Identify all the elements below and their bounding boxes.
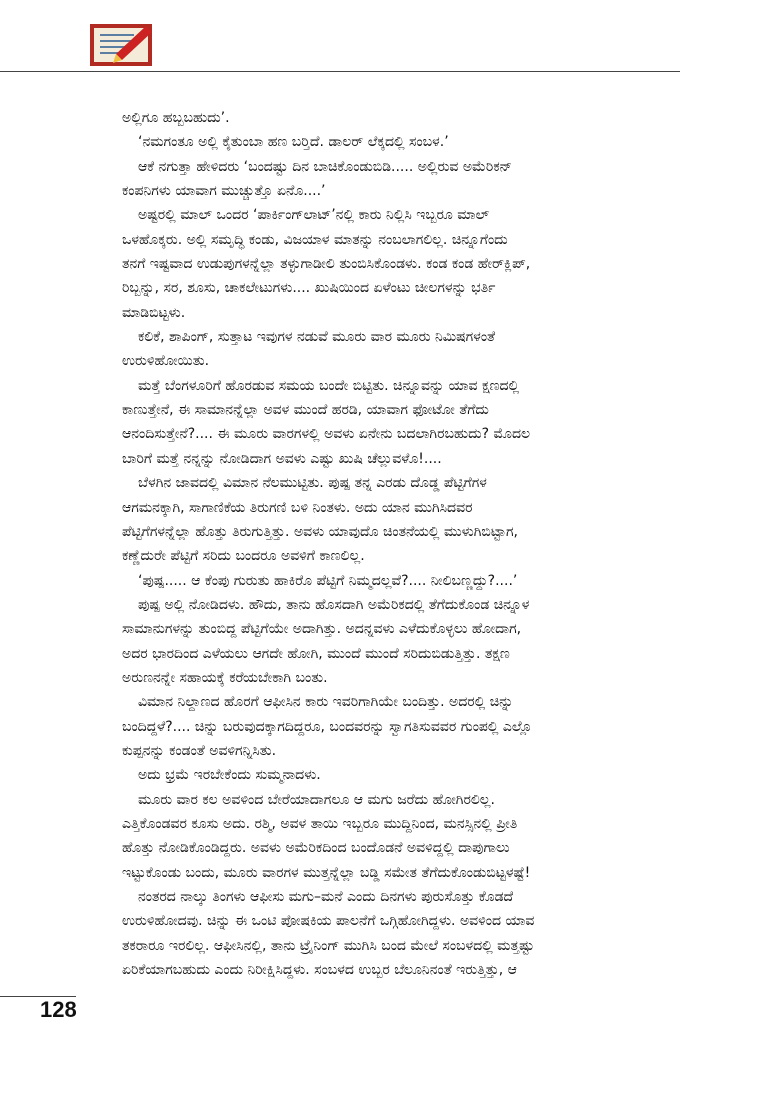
text-line: ಕಾಣುತ್ತೇನೆ, ಈ ಸಾಮಾನನ್ನೆಲ್ಲಾ ಅವಳ ಮುಂದೆ ಹರಡಿ, ಯಾವಾಗ ಫೋಟೋ ತೆಗೆದು: [122, 402, 489, 419]
text-line: ಬಾರಿಗೆ ಮತ್ತೆ ನನ್ನನ್ನು ನೋಡಿದಾಗ ಅವಳು ಎಷ್ಟು ಖುಷಿ ಚೆಲ್ಲುವಳೊ!....: [122, 450, 442, 467]
text-line: ಇಟ್ಟುಕೊಂಡು ಬಂದು, ಮೂರು ವಾರಗಳ ಮುತ್ತನ್ನೆಲ್ಲಾ ಬಡ್ಡಿ ಸಮೇತ ತೆಗೆದುಕೊಂಡುಬಿಟ್ಟಳಷ್ಟೆ!: [122, 864, 531, 881]
text-line: ತಕರಾರೂ ಇರಲಿಲ್ಲ. ಆಫೀಸಿನಲ್ಲಿ, ತಾನು ಟ್ರೈನಿಂಗ್ ಮುಗಿಸಿ ಬಂದ ಮೇಲೆ ಸಂಬಳದಲ್ಲಿ ಮತ್ತಷ್ಟು: [122, 937, 535, 954]
text-line: ಅದರ ಭಾರದಿಂದ ಎಳೆಯಲು ಆಗದೇ ಹೋಗಿ, ಮುಂದೆ ಮುಂದೆ ಸರಿದುಬಿಡುತ್ತಿತ್ತು. ತಕ್ಷಣ: [122, 645, 510, 662]
text-line: ‘ನಮಗಂತೂ ಅಲ್ಲಿ ಕೈತುಂಬಾ ಹಣ ಬರ್‍ತಿದೆ. ಡಾಲರ್ ಲೆಕ್ಕದಲ್ಲಿ ಸಂಬಳ.’: [138, 134, 449, 151]
text-line: ಕಲಿಕೆ, ಶಾಪಿಂಗ್, ಸುತ್ತಾಟ ಇವುಗಳ ನಡುವೆ ಮೂರು ವಾರ ಮೂರು ನಿಮಿಷಗಳಂತೆ: [138, 329, 496, 346]
page-number: 128: [40, 997, 77, 1022]
text-line: ಕುಪ್ಪನನ್ನು ಕಂಡಂತೆ ಅವಳಿಗನ್ನಿಸಿತು.: [122, 742, 277, 759]
text-line: ಅದು ಭ್ರಮೆ ಇರಬೇಕೆಂದು ಸುಮ್ಮನಾದಳು.: [138, 767, 321, 784]
text-line: ಉರುಳಿಹೋಯಿತು.: [122, 353, 210, 370]
text-line: ಮಾಡಿಬಿಟ್ಟಳು.: [122, 304, 186, 321]
text-line: ಒಳಹೊಕ್ಕರು. ಅಲ್ಲಿ ಸಮೃದ್ಧಿ ಕಂಡು, ವಿಜಯಾಳ ಮಾತನ್ನು ನಂಬಲಾಗಲಿಲ್ಲ. ಚಿನ್ನೂಗೆಂದು: [122, 231, 508, 248]
text-line: ಅಷ್ಟರಲ್ಲಿ ಮಾಲ್ ಒಂದರ ‘ಪಾರ್ಕಿಂಗ್‌ಲಾಟ್’ನಲ್ಲಿ ಕಾರು ನಿಲ್ಲಿಸಿ ಇಬ್ಬರೂ ಮಾಲ್: [138, 207, 490, 224]
text-line: ಅರುಣನನ್ನೇ ಸಹಾಯಕ್ಕೆ ಕರೆಯಬೇಕಾಗಿ ಬಂತು.: [122, 669, 328, 686]
text-line: ಬಂದಿದ್ದಳೆ?.... ಚಿನ್ನು ಬರುವುದಕ್ಕಾಗದಿದ್ದರೂ, ಬಂದವರನ್ನು ಸ್ವಾಗತಿಸುವವರ ಗುಂಪಲ್ಲಿ ಎಲ್ಲೊ: [122, 718, 533, 735]
header-logo-icon: [88, 20, 156, 70]
text-line: ಪೆಟ್ಟಿಗೆಗಳನ್ನೆಲ್ಲಾ ಹೊತ್ತು ತಿರುಗುತ್ತಿತ್ತು. ಅವಳು ಯಾವುದೊ ಚಿಂತನೆಯಲ್ಲಿ ಮುಳುಗಿಬಿಟ್ಟಾಗ,: [122, 523, 518, 540]
text-line: ಬೆಳಗಿನ ಜಾವದಲ್ಲಿ ವಿಮಾನ ನೆಲಮುಟ್ಟಿತು. ಪುಷ್ಪ ತನ್ನ ಎರಡು ದೊಡ್ಡ ಪೆಟ್ಟಿಗೆಗಳ: [138, 475, 487, 492]
text-line: ಆನಂದಿಸುತ್ತೇನೆ?.... ಈ ಮೂರು ವಾರಗಳಲ್ಲಿ ಅವಳು ಏನೇನು ಬದಲಾಗಿರಬಹುದು? ಮೊದಲ: [122, 426, 531, 443]
header-rule: [0, 71, 680, 72]
text-line: ಏರಿಕೆಯಾಗಬಹುದು ಎಂದು ನಿರೀಕ್ಷಿಸಿದ್ದಳು. ಸಂಬಳದ ಉಬ್ಬರ ಬೆಲೂನಿನಂತೆ ಇರುತ್ತಿತ್ತು, ಆ: [122, 962, 517, 979]
text-line: ಆಕೆ ನಗುತ್ತಾ ಹೇಳಿದರು ‘ಬಂದಷ್ಟು ದಿನ ಬಾಚಿಕೊಂಡುಬಿಡಿ..... ಅಲ್ಲಿರುವ ಅಮೆರಿಕನ್: [138, 158, 512, 175]
text-line: ಆಗಮನಕ್ಕಾಗಿ, ಸಾಗಾಣಿಕೆಯ ತಿರುಗಣಿ ಬಳಿ ನಿಂತಳು. ಅದು ಯಾನ ಮುಗಿಸಿದವರ: [122, 499, 473, 516]
text-line: ವಿಮಾನ ನಿಲ್ದಾಣದ ಹೊರಗೆ ಆಫೀಸಿನ ಕಾರು ಇವರಿಗಾಗಿಯೇ ಬಂದಿತ್ತು. ಅದರಲ್ಲಿ ಚಿನ್ನು: [138, 694, 514, 711]
text-line: ಮತ್ತೆ ಬೆಂಗಳೂರಿಗೆ ಹೊರಡುವ ಸಮಯ ಬಂದೇ ಬಿಟ್ಟಿತು. ಚಿನ್ನೂವನ್ನು ಯಾವ ಕ್ಷಣದಲ್ಲಿ: [138, 377, 520, 394]
text-line: ತನಗೆ ಇಷ್ಟವಾದ ಉಡುಪುಗಳನ್ನೆಲ್ಲಾ ತಳ್ಳುಗಾಡೀಲಿ ತುಂಬಿಸಿಕೊಂಡಳು. ಕಂಡ ಕಂಡ ಹೇರ್‌ಕ್ಲಿಪ್,: [122, 256, 531, 273]
text-line: ನಂತರದ ನಾಲ್ಕು ತಿಂಗಳು ಆಫೀಸು ಮಗು–ಮನೆ ಎಂದು ದಿನಗಳು ಪುರುಸೊತ್ತು ಕೊಡದೆ: [138, 889, 514, 905]
text-line: ಹೊತ್ತು ನೋಡಿಕೊಂಡಿದ್ದರು. ಅವಳು ಅಮೆರಿಕದಿಂದ ಬಂದೊಡನೆ ಅವಳಿದ್ದಲ್ಲಿ ದಾಪುಗಾಲು: [122, 840, 510, 857]
body-text: [122, 106, 690, 982]
text-line: ಮೂರು ವಾರ ಕಲ ಅವಳಿಂದ ಬೇರೆಯಾದಾಗಲೂ ಆ ಮಗು ಜರೆದು ಹೋಗಿರಲಿಲ್ಲ.: [138, 791, 495, 808]
text-line: ಅಲ್ಲಿಗೂ ಹಬ್ಬಬಹುದು’.: [122, 110, 230, 126]
text-line: ರಿಬ್ಬನ್ನು, ಸರ, ಶೂಸು, ಚಾಕಲೇಟುಗಳು.... ಖುಷಿಯಿಂದ ಏಳೆಂಟು ಚೀಲಗಳನ್ನು ಭರ್ತಿ: [122, 280, 496, 297]
text-line: ಪುಷ್ಪ ಅಲ್ಲಿ ನೋಡಿದಳು. ಹೌದು, ತಾನು ಹೊಸದಾಗಿ ಅಮೆರಿಕದಲ್ಲಿ ತೆಗೆದುಕೊಂಡ ಚಿನ್ನೂಳ: [138, 596, 530, 613]
text-line: ಉರುಳಿಹೋದವು. ಚಿನ್ನು ಈ ಒಂಟಿ ಪೋಷಕಿಯ ಪಾಲನೆಗೆ ಒಗ್ಗಿಹೋಗಿದ್ದಳು. ಅವಳಿಂದ ಯಾವ: [122, 913, 535, 930]
text-line: ಎತ್ತಿಕೊಂಡವರ ಕೂಸು ಅದು. ರಶ್ಮಿ, ಅವಳ ತಾಯಿ ಇಬ್ಬರೂ ಮುದ್ದಿನಿಂದ, ಮನಸ್ಸಿನಲ್ಲಿ ಪ್ರೀತಿ: [122, 815, 518, 832]
text-line: ಕಣ್ಣೆದುರೇ ಪೆಟ್ಟಿಗೆ ಸರಿದು ಬಂದರೂ ಅವಳಿಗೆ ಕಾಣಲಿಲ್ಲ.: [122, 548, 365, 565]
text-line: ‘ಪುಷ್ಪ..... ಆ ಕೆಂಪು ಗುರುತು ಹಾಕಿರೊ ಪೆಟ್ಟಿಗೆ ನಿಮ್ಮದಲ್ಲವೆ?.... ನೀಲಿಬಣ್ಣದ್ದು?....’: [138, 572, 518, 589]
text-line: ಸಾಮಾನುಗಳನ್ನು ತುಂಬಿದ್ದ ಪೆಟ್ಟಿಗೆಯೇ ಅದಾಗಿತ್ತು. ಅದನ್ನವಳು ಎಳೆದುಕೊಳ್ಳಲು ಹೋದಾಗ,: [122, 621, 522, 638]
text-line: ಕಂಪನಿಗಳು ಯಾವಾಗ ಮುಚ್ಚುತ್ತೊ ಏನೊ....’: [122, 183, 326, 200]
